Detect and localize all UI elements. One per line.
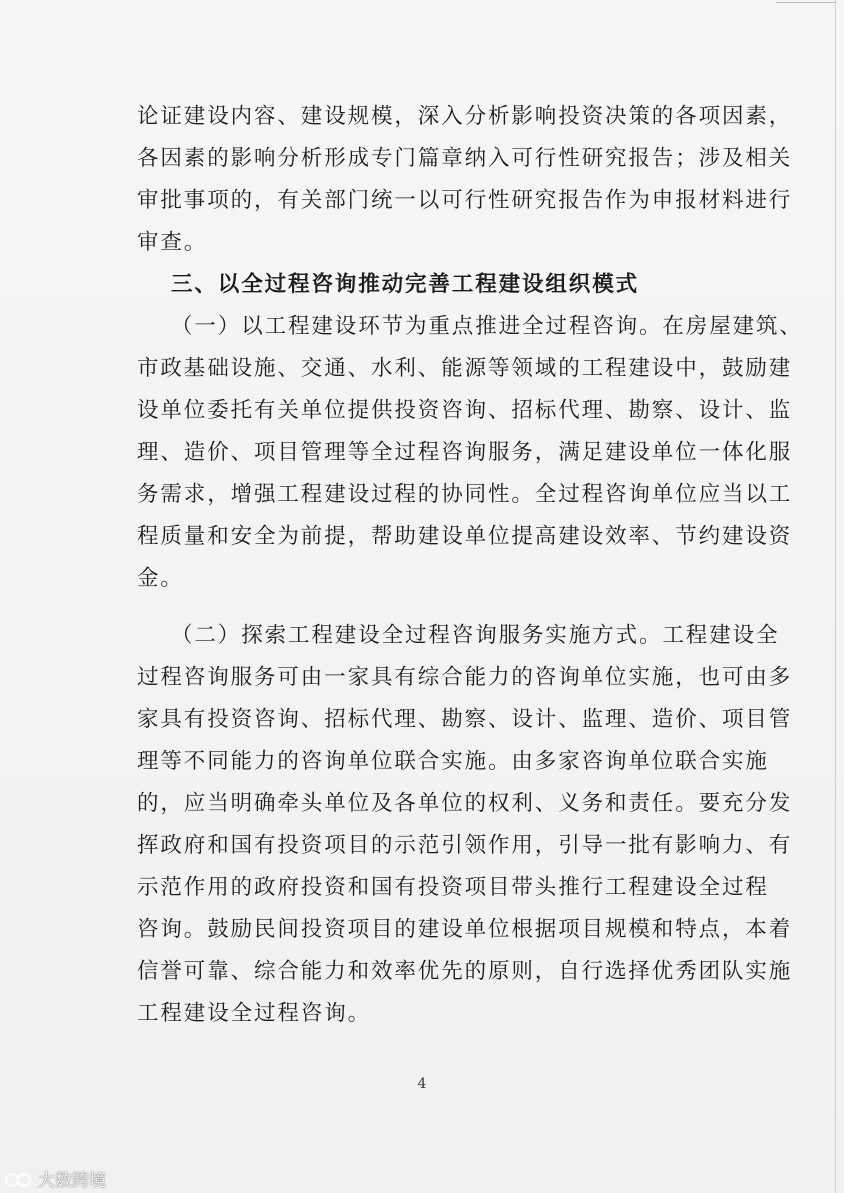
paragraph-line: 务需求，增强工程建设过程的协同性。全过程咨询单位应当以工 [137, 482, 793, 507]
paragraph-line: 工程建设全过程咨询。 [137, 1001, 372, 1026]
paragraph-line: 过程咨询服务可由一家具有综合能力的咨询单位实施，也可由多 [137, 665, 793, 690]
watermark-text: 大数跨境 [38, 1171, 106, 1191]
watermark-logo-icon [4, 1172, 34, 1188]
paragraph-line: 信誉可靠、综合能力和效率优先的原则，自行选择优秀团队实施 [137, 959, 793, 984]
page-number: 4 [417, 1076, 427, 1092]
document-body [137, 96, 803, 1035]
section-heading: 三、以全过程咨询推动完善工程建设组织模式 [171, 272, 640, 297]
scan-edge [835, 0, 836, 1193]
paragraph-line: 咨询。鼓励民间投资项目的建设单位根据项目规模和特点，本着 [137, 917, 793, 942]
body-line: 审批事项的，有关部门统一以可行性研究报告作为申报材料进行 [137, 188, 793, 213]
body-line: 审查。 [137, 230, 208, 255]
paragraph-line: （二）探索工程建设全过程咨询服务实施方式。工程建设全 [171, 623, 780, 648]
body-line: 论证建设内容、建设规模，深入分析影响投资决策的各项因素， [137, 104, 793, 129]
paragraph-line: 程质量和安全为前提，帮助建设单位提高建设效率、节约建设资 [137, 524, 793, 549]
paragraph-line: 示范作用的政府投资和国有投资项目带头推行工程建设全过程 [137, 875, 769, 900]
scan-edge-top [776, 2, 836, 3]
paragraph-gap [137, 600, 717, 615]
paragraph-line: （一）以工程建设环节为重点推进全过程咨询。在房屋建筑、 [171, 314, 803, 339]
paragraph-line: 挥政府和国有投资项目的示范引领作用，引导一批有影响力、有 [137, 833, 793, 858]
paragraph-line: 家具有投资咨询、招标代理、勘察、设计、监理、造价、项目管 [137, 707, 793, 732]
paragraph-line: 理等不同能力的咨询单位联合实施。由多家咨询单位联合实施 [137, 749, 769, 774]
watermark [4, 1166, 106, 1191]
paragraph-line: 的，应当明确牵头单位及各单位的权利、义务和责任。要充分发 [137, 791, 793, 816]
body-line: 各因素的影响分析形成专门篇章纳入可行性研究报告；涉及相关 [137, 146, 793, 171]
paragraph-line: 设单位委托有关单位提供投资咨询、招标代理、勘察、设计、监 [137, 398, 793, 423]
paragraph-line: 市政基础设施、交通、水利、能源等领域的工程建设中，鼓励建 [137, 356, 793, 381]
paragraph-line: 金。 [137, 566, 184, 591]
paragraph-line: 理、造价、项目管理等全过程咨询服务，满足建设单位一体化服 [137, 440, 793, 465]
